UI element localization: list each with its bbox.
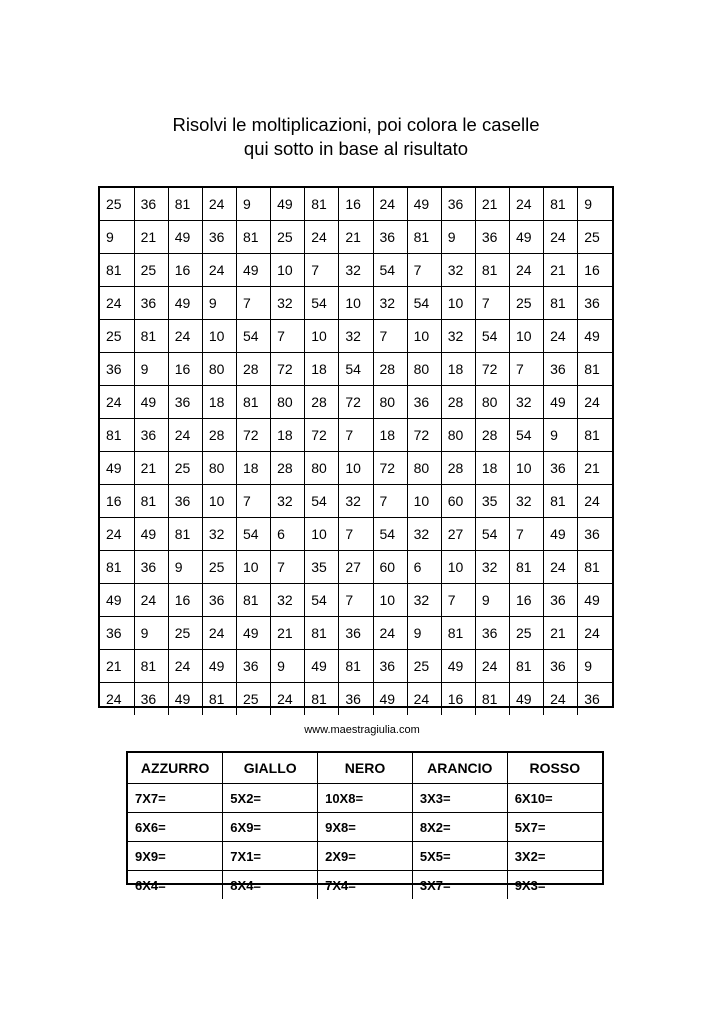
grid-cell[interactable]: 32	[407, 584, 441, 617]
grid-cell[interactable]: 81	[100, 551, 134, 584]
grid-cell[interactable]: 24	[373, 188, 407, 221]
grid-cell[interactable]: 16	[168, 353, 202, 386]
grid-cell[interactable]: 49	[237, 254, 271, 287]
legend-header-row	[128, 753, 602, 784]
grid-cell[interactable]: 36	[168, 386, 202, 419]
legend-header-azzurro: AZZURRO	[128, 753, 223, 784]
grid-cell[interactable]: 16	[578, 254, 612, 287]
grid-cell[interactable]: 54	[373, 518, 407, 551]
grid-row	[100, 584, 612, 617]
grid-cell[interactable]: 25	[100, 320, 134, 353]
grid-cell[interactable]: 36	[578, 518, 612, 551]
grid-cell[interactable]: 36	[441, 188, 475, 221]
grid-row	[100, 419, 612, 452]
grid-cell[interactable]: 10	[339, 452, 373, 485]
grid-cell[interactable]: 36	[134, 683, 168, 716]
grid-cell[interactable]: 24	[168, 320, 202, 353]
grid-cell[interactable]: 7	[339, 584, 373, 617]
grid-cell[interactable]: 28	[305, 386, 339, 419]
grid-row	[100, 518, 612, 551]
grid-cell[interactable]: 36	[339, 683, 373, 716]
grid-cell[interactable]: 24	[544, 221, 578, 254]
grid-cell[interactable]: 36	[475, 221, 509, 254]
grid-cell[interactable]: 49	[441, 650, 475, 683]
grid-cell[interactable]: 81	[237, 221, 271, 254]
grid-cell[interactable]: 54	[475, 518, 509, 551]
grid-cell[interactable]: 49	[100, 452, 134, 485]
grid-cell[interactable]: 81	[237, 584, 271, 617]
grid-cell[interactable]: 49	[237, 617, 271, 650]
grid-cell[interactable]: 28	[475, 419, 509, 452]
grid-cell[interactable]: 7	[339, 419, 373, 452]
grid-cell[interactable]: 10	[510, 320, 544, 353]
grid-cell[interactable]: 80	[407, 353, 441, 386]
grid-cell[interactable]: 25	[202, 551, 236, 584]
grid-cell[interactable]: 81	[168, 518, 202, 551]
grid-cell[interactable]: 21	[339, 221, 373, 254]
legend-cell[interactable]: 10X8=	[318, 784, 413, 813]
grid-cell[interactable]: 49	[168, 683, 202, 716]
grid-cell[interactable]: 36	[134, 419, 168, 452]
grid-cell[interactable]: 7	[441, 584, 475, 617]
title-line-2: qui sotto in base al risultato	[243, 138, 469, 159]
grid-cell[interactable]: 81	[544, 485, 578, 518]
grid-cell[interactable]: 72	[305, 419, 339, 452]
grid-cell[interactable]: 81	[305, 188, 339, 221]
legend-cell[interactable]: 6X10=	[507, 784, 602, 813]
website-url: www.maestragiulia.com	[304, 724, 420, 736]
grid-cell[interactable]: 72	[475, 353, 509, 386]
grid-cell[interactable]: 9	[271, 650, 305, 683]
grid-cell[interactable]: 81	[475, 683, 509, 716]
grid-cell[interactable]: 54	[475, 320, 509, 353]
grid-cell[interactable]: 16	[100, 485, 134, 518]
grid-cell[interactable]: 10	[305, 320, 339, 353]
grid-cell[interactable]: 24	[578, 617, 612, 650]
grid-cell[interactable]: 54	[339, 353, 373, 386]
grid-cell[interactable]: 7	[373, 320, 407, 353]
grid-cell[interactable]: 54	[305, 485, 339, 518]
grid-cell[interactable]: 7	[237, 287, 271, 320]
grid-cell[interactable]: 49	[578, 584, 612, 617]
color-legend	[126, 751, 604, 893]
number-grid	[98, 186, 614, 708]
grid-cell[interactable]: 27	[441, 518, 475, 551]
grid-cell[interactable]: 36	[100, 353, 134, 386]
legend-cell[interactable]: 8X4=	[223, 871, 318, 900]
grid-cell[interactable]: 24	[544, 320, 578, 353]
grid-cell[interactable]: 24	[544, 683, 578, 716]
grid-cell[interactable]: 10	[271, 254, 305, 287]
grid-cell[interactable]: 36	[202, 221, 236, 254]
grid-row	[100, 221, 612, 254]
grid-cell[interactable]: 7	[305, 254, 339, 287]
grid-cell[interactable]: 25	[100, 188, 134, 221]
grid-cell[interactable]: 81	[305, 683, 339, 716]
grid-cell[interactable]: 24	[271, 683, 305, 716]
grid-cell[interactable]: 32	[510, 386, 544, 419]
grid-cell[interactable]: 18	[202, 386, 236, 419]
grid-cell[interactable]: 7	[475, 287, 509, 320]
grid-cell[interactable]: 81	[100, 419, 134, 452]
legend-cell[interactable]: 3X7=	[412, 871, 507, 900]
grid-cell[interactable]: 24	[305, 221, 339, 254]
legend-cell[interactable]: 5X5=	[412, 842, 507, 871]
grid-cell[interactable]: 9	[544, 419, 578, 452]
grid-cell[interactable]: 24	[407, 683, 441, 716]
grid-cell[interactable]: 21	[134, 452, 168, 485]
grid-cell[interactable]: 54	[237, 320, 271, 353]
grid-cell[interactable]: 9	[578, 188, 612, 221]
grid-cell[interactable]: 21	[578, 452, 612, 485]
grid-cell[interactable]: 36	[578, 287, 612, 320]
grid-cell[interactable]: 60	[373, 551, 407, 584]
grid-cell[interactable]: 9	[475, 584, 509, 617]
grid-cell[interactable]: 80	[441, 419, 475, 452]
grid-cell[interactable]: 25	[168, 452, 202, 485]
grid-cell[interactable]: 49	[407, 188, 441, 221]
grid-cell[interactable]: 81	[544, 188, 578, 221]
grid-row	[100, 254, 612, 287]
grid-cell[interactable]: 25	[168, 617, 202, 650]
grid-cell[interactable]: 36	[100, 617, 134, 650]
grid-cell[interactable]: 36	[544, 452, 578, 485]
grid-cell[interactable]: 24	[134, 584, 168, 617]
number-grid-table	[100, 188, 612, 715]
grid-cell[interactable]: 28	[441, 452, 475, 485]
grid-cell[interactable]: 81	[339, 650, 373, 683]
grid-cell[interactable]: 54	[373, 254, 407, 287]
grid-cell[interactable]: 54	[510, 419, 544, 452]
grid-cell[interactable]: 10	[339, 287, 373, 320]
grid-cell[interactable]: 36	[373, 650, 407, 683]
grid-cell[interactable]: 36	[168, 485, 202, 518]
grid-cell[interactable]: 36	[134, 188, 168, 221]
grid-cell[interactable]: 49	[510, 221, 544, 254]
grid-cell[interactable]: 21	[134, 221, 168, 254]
grid-cell[interactable]: 80	[373, 386, 407, 419]
grid-cell[interactable]: 36	[544, 584, 578, 617]
grid-cell[interactable]: 18	[475, 452, 509, 485]
grid-cell[interactable]: 9	[134, 353, 168, 386]
grid-cell[interactable]: 36	[202, 584, 236, 617]
grid-cell[interactable]: 81	[475, 254, 509, 287]
grid-cell[interactable]: 7	[407, 254, 441, 287]
page-title	[0, 113, 712, 161]
grid-cell[interactable]: 16	[441, 683, 475, 716]
legend-cell[interactable]: 6X6=	[128, 813, 223, 842]
legend-cell[interactable]: 6X4=	[128, 871, 223, 900]
grid-row	[100, 353, 612, 386]
grid-cell[interactable]: 49	[578, 320, 612, 353]
grid-cell[interactable]: 54	[305, 287, 339, 320]
grid-cell[interactable]: 54	[407, 287, 441, 320]
grid-cell[interactable]: 49	[168, 287, 202, 320]
grid-cell[interactable]: 25	[271, 221, 305, 254]
grid-cell[interactable]: 32	[510, 485, 544, 518]
grid-cell[interactable]: 49	[168, 221, 202, 254]
grid-cell[interactable]: 21	[100, 650, 134, 683]
grid-cell[interactable]: 49	[134, 518, 168, 551]
legend-header-giallo: GIALLO	[223, 753, 318, 784]
grid-cell[interactable]: 16	[168, 254, 202, 287]
grid-cell[interactable]: 24	[168, 650, 202, 683]
grid-cell[interactable]: 18	[237, 452, 271, 485]
grid-cell[interactable]: 27	[339, 551, 373, 584]
legend-cell[interactable]: 2X9=	[318, 842, 413, 871]
grid-row	[100, 452, 612, 485]
grid-cell[interactable]: 24	[475, 650, 509, 683]
grid-cell[interactable]: 24	[202, 254, 236, 287]
grid-cell[interactable]: 49	[271, 188, 305, 221]
grid-cell[interactable]: 32	[441, 320, 475, 353]
grid-cell[interactable]: 10	[202, 320, 236, 353]
grid-cell[interactable]: 80	[202, 452, 236, 485]
grid-row	[100, 287, 612, 320]
grid-cell[interactable]: 36	[407, 386, 441, 419]
grid-cell[interactable]: 72	[339, 386, 373, 419]
title-line-1: Risolvi le moltiplicazioni, poi colora le caselle	[172, 114, 540, 135]
grid-cell[interactable]: 60	[441, 485, 475, 518]
grid-cell[interactable]: 24	[100, 386, 134, 419]
grid-cell[interactable]: 28	[441, 386, 475, 419]
grid-row	[100, 485, 612, 518]
grid-cell[interactable]: 7	[271, 320, 305, 353]
grid-cell[interactable]: 35	[475, 485, 509, 518]
grid-cell[interactable]: 25	[578, 221, 612, 254]
grid-cell[interactable]: 24	[373, 617, 407, 650]
grid-cell[interactable]: 28	[373, 353, 407, 386]
grid-cell[interactable]: 21	[271, 617, 305, 650]
grid-cell[interactable]: 10	[373, 584, 407, 617]
grid-cell[interactable]: 9	[202, 287, 236, 320]
grid-cell[interactable]: 80	[202, 353, 236, 386]
legend-cell[interactable]: 3X3=	[412, 784, 507, 813]
legend-cell[interactable]: 9X3=	[507, 871, 602, 900]
grid-cell[interactable]: 18	[271, 419, 305, 452]
grid-cell[interactable]: 81	[578, 551, 612, 584]
grid-cell[interactable]: 10	[237, 551, 271, 584]
legend-cell[interactable]: 8X2=	[412, 813, 507, 842]
grid-cell[interactable]: 10	[407, 320, 441, 353]
grid-cell[interactable]: 35	[305, 551, 339, 584]
grid-cell[interactable]: 49	[305, 650, 339, 683]
grid-cell[interactable]: 81	[305, 617, 339, 650]
grid-cell[interactable]: 28	[202, 419, 236, 452]
grid-cell[interactable]: 7	[510, 518, 544, 551]
grid-cell[interactable]: 9	[578, 650, 612, 683]
grid-cell[interactable]: 24	[100, 287, 134, 320]
grid-cell[interactable]: 36	[373, 221, 407, 254]
grid-row	[100, 386, 612, 419]
grid-cell[interactable]: 16	[510, 584, 544, 617]
grid-row	[100, 650, 612, 683]
grid-row	[100, 188, 612, 221]
grid-cell[interactable]: 36	[134, 551, 168, 584]
grid-cell[interactable]: 49	[134, 386, 168, 419]
grid-cell[interactable]: 32	[373, 287, 407, 320]
grid-cell[interactable]: 25	[510, 287, 544, 320]
grid-cell[interactable]: 36	[237, 650, 271, 683]
legend-cell[interactable]: 3X2=	[507, 842, 602, 871]
grid-cell[interactable]: 24	[100, 518, 134, 551]
grid-cell[interactable]: 80	[271, 386, 305, 419]
grid-cell[interactable]: 16	[339, 188, 373, 221]
grid-cell[interactable]: 9	[441, 221, 475, 254]
legend-cell[interactable]: 7X7=	[128, 784, 223, 813]
legend-cell[interactable]: 6X9=	[223, 813, 318, 842]
grid-cell[interactable]: 36	[475, 617, 509, 650]
grid-cell[interactable]: 72	[271, 353, 305, 386]
legend-header-arancio: ARANCIO	[412, 753, 507, 784]
grid-cell[interactable]: 81	[100, 254, 134, 287]
grid-cell[interactable]: 24	[100, 683, 134, 716]
grid-cell[interactable]: 32	[271, 485, 305, 518]
legend-cell[interactable]: 5X2=	[223, 784, 318, 813]
legend-cell[interactable]: 7X1=	[223, 842, 318, 871]
grid-cell[interactable]: 24	[544, 551, 578, 584]
grid-cell[interactable]: 80	[305, 452, 339, 485]
grid-cell[interactable]: 80	[475, 386, 509, 419]
grid-cell[interactable]: 81	[168, 188, 202, 221]
grid-cell[interactable]: 7	[373, 485, 407, 518]
grid-cell[interactable]: 32	[202, 518, 236, 551]
grid-cell[interactable]: 18	[441, 353, 475, 386]
grid-cell[interactable]: 49	[202, 650, 236, 683]
grid-row	[100, 320, 612, 353]
grid-row	[100, 683, 612, 716]
grid-cell[interactable]: 32	[271, 287, 305, 320]
grid-cell[interactable]: 81	[510, 650, 544, 683]
grid-cell[interactable]: 32	[475, 551, 509, 584]
grid-cell[interactable]: 21	[544, 617, 578, 650]
grid-cell[interactable]: 25	[134, 254, 168, 287]
grid-cell[interactable]: 21	[475, 188, 509, 221]
grid-cell[interactable]: 49	[544, 386, 578, 419]
grid-cell[interactable]: 32	[271, 584, 305, 617]
grid-cell[interactable]: 28	[237, 353, 271, 386]
legend-row	[128, 813, 602, 842]
grid-cell[interactable]: 36	[339, 617, 373, 650]
grid-cell[interactable]: 72	[407, 419, 441, 452]
grid-cell[interactable]: 81	[134, 320, 168, 353]
grid-cell[interactable]: 81	[134, 485, 168, 518]
grid-cell[interactable]: 32	[339, 320, 373, 353]
grid-cell[interactable]: 21	[544, 254, 578, 287]
grid-cell[interactable]: 49	[544, 518, 578, 551]
color-legend-table	[128, 753, 602, 899]
grid-cell[interactable]: 81	[237, 386, 271, 419]
grid-cell[interactable]: 36	[134, 287, 168, 320]
grid-cell[interactable]: 49	[100, 584, 134, 617]
grid-cell[interactable]: 81	[544, 287, 578, 320]
grid-cell[interactable]: 7	[510, 353, 544, 386]
grid-cell[interactable]: 72	[237, 419, 271, 452]
grid-cell[interactable]: 10	[510, 452, 544, 485]
grid-cell[interactable]: 81	[407, 221, 441, 254]
grid-cell[interactable]: 9	[134, 617, 168, 650]
grid-cell[interactable]: 36	[578, 683, 612, 716]
grid-cell[interactable]: 54	[305, 584, 339, 617]
grid-cell[interactable]: 32	[339, 254, 373, 287]
grid-row	[100, 617, 612, 650]
grid-cell[interactable]: 24	[578, 386, 612, 419]
grid-cell[interactable]: 18	[373, 419, 407, 452]
legend-header-nero: NERO	[318, 753, 413, 784]
grid-cell[interactable]: 10	[441, 551, 475, 584]
grid-cell[interactable]: 24	[202, 617, 236, 650]
legend-row	[128, 842, 602, 871]
grid-cell[interactable]: 16	[168, 584, 202, 617]
grid-cell[interactable]: 9	[237, 188, 271, 221]
grid-cell[interactable]: 32	[339, 485, 373, 518]
grid-cell[interactable]: 81	[441, 617, 475, 650]
grid-cell[interactable]: 24	[578, 485, 612, 518]
grid-cell[interactable]: 18	[305, 353, 339, 386]
grid-cell[interactable]: 7	[237, 485, 271, 518]
grid-cell[interactable]: 24	[168, 419, 202, 452]
grid-cell[interactable]: 25	[407, 650, 441, 683]
grid-cell[interactable]: 6	[271, 518, 305, 551]
grid-cell[interactable]: 81	[134, 650, 168, 683]
grid-cell[interactable]: 6	[407, 551, 441, 584]
legend-row	[128, 784, 602, 813]
grid-cell[interactable]: 80	[407, 452, 441, 485]
grid-cell[interactable]: 49	[510, 683, 544, 716]
grid-cell[interactable]: 7	[271, 551, 305, 584]
grid-cell[interactable]: 72	[373, 452, 407, 485]
legend-header-rosso: ROSSO	[507, 753, 602, 784]
grid-cell[interactable]: 81	[578, 419, 612, 452]
grid-cell[interactable]: 54	[237, 518, 271, 551]
grid-cell[interactable]: 9	[407, 617, 441, 650]
grid-row	[100, 551, 612, 584]
grid-cell[interactable]: 25	[237, 683, 271, 716]
legend-cell[interactable]: 7X4=	[318, 871, 413, 900]
grid-cell[interactable]: 81	[578, 353, 612, 386]
grid-cell[interactable]: 24	[510, 188, 544, 221]
grid-cell[interactable]: 28	[271, 452, 305, 485]
grid-cell[interactable]: 32	[407, 518, 441, 551]
grid-cell[interactable]: 7	[339, 518, 373, 551]
grid-cell[interactable]: 10	[305, 518, 339, 551]
grid-cell[interactable]: 9	[168, 551, 202, 584]
grid-cell[interactable]: 25	[510, 617, 544, 650]
legend-row	[128, 871, 602, 900]
grid-cell[interactable]: 24	[510, 254, 544, 287]
grid-cell[interactable]: 32	[441, 254, 475, 287]
grid-cell[interactable]: 36	[544, 353, 578, 386]
grid-cell[interactable]: 9	[100, 221, 134, 254]
grid-cell[interactable]: 10	[202, 485, 236, 518]
legend-cell[interactable]: 9X9=	[128, 842, 223, 871]
grid-cell[interactable]: 36	[544, 650, 578, 683]
grid-cell[interactable]: 10	[441, 287, 475, 320]
legend-cell[interactable]: 5X7=	[507, 813, 602, 842]
grid-cell[interactable]: 49	[373, 683, 407, 716]
grid-cell[interactable]: 81	[202, 683, 236, 716]
grid-cell[interactable]: 81	[510, 551, 544, 584]
legend-cell[interactable]: 9X8=	[318, 813, 413, 842]
grid-cell[interactable]: 24	[202, 188, 236, 221]
grid-cell[interactable]: 10	[407, 485, 441, 518]
